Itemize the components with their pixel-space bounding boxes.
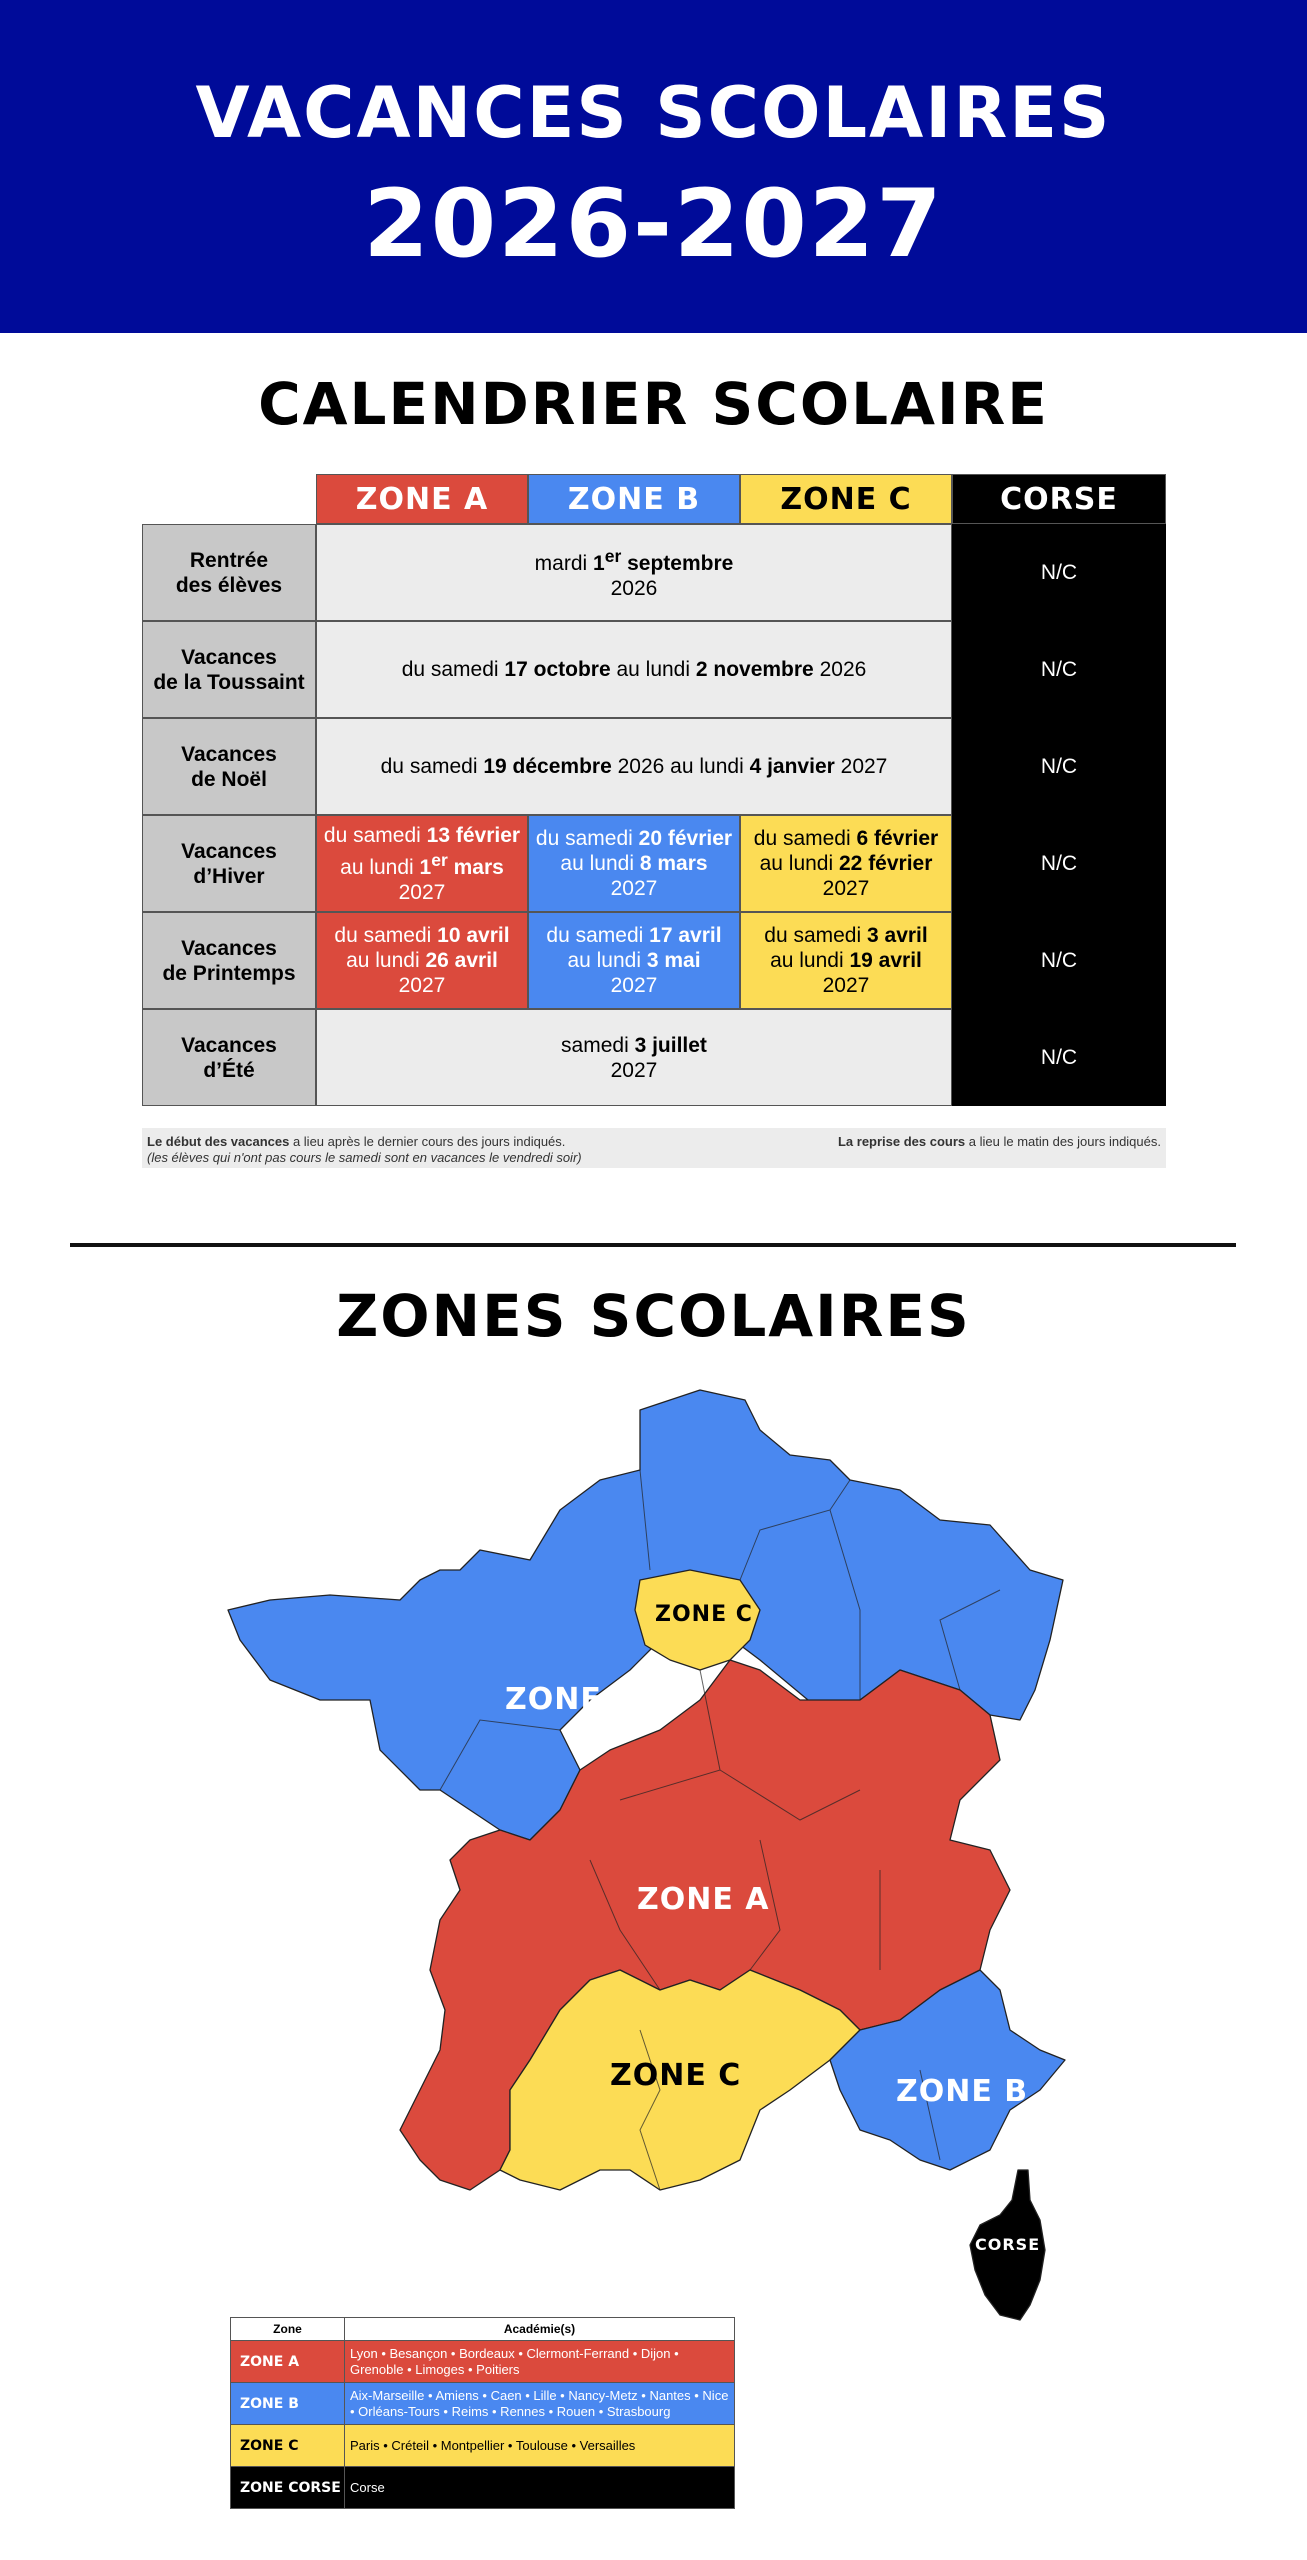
corse-toussaint: N/C: [952, 621, 1166, 718]
header-zone-a: ZONE A: [316, 474, 528, 524]
calendar-table: [142, 474, 1166, 1106]
hiver-zone-b: du samedi 20 février au lundi 8 mars 2027: [528, 815, 740, 912]
legend-head-zone: Zone: [231, 2318, 345, 2340]
corse-hiver: N/C: [952, 815, 1166, 912]
map-label-zone-a: ZONE A: [637, 1882, 770, 1917]
academies-legend: [230, 2317, 735, 2509]
corse-ete: N/C: [952, 1009, 1166, 1106]
zones-title: ZONES SCOLAIRES: [336, 1282, 971, 1350]
calendar-title: CALENDRIER SCOLAIRE: [258, 370, 1049, 438]
table-row: [142, 815, 1166, 912]
map-label-zone-b-west: ZONE B: [505, 1682, 638, 1717]
legend-zone-label: ZONE B: [231, 2383, 345, 2424]
row-label-rentree: Rentrée des élèves: [142, 524, 316, 621]
legend-zone-label: ZONE CORSE: [231, 2467, 345, 2508]
corse-printemps: N/C: [952, 912, 1166, 1009]
row-label-printemps: Vacances de Printemps: [142, 912, 316, 1009]
row-label-hiver: Vacances d’Hiver: [142, 815, 316, 912]
note-right: La reprise des cours a lieu le matin des jours indiqués.: [837, 1134, 1161, 1149]
page-year: 2026-2027: [363, 170, 944, 279]
legend-academies: Corse: [350, 2479, 385, 2495]
printemps-zone-c: du samedi 3 avril au lundi 19 avril 2027: [740, 912, 952, 1009]
header-blank-cell: [142, 474, 316, 524]
corse-noel: N/C: [952, 718, 1166, 815]
calendar-note: [142, 1128, 1166, 1168]
map-label-zone-c-paris: ZONE C: [655, 1602, 753, 1627]
legend-academies: Aix-Marseille • Amiens • Caen • Lille • Nancy-Metz • Nantes • Nice • Orléans-Tours • Reims • Rennes • Rouen • Strasbourg: [350, 2387, 729, 2419]
table-row: [142, 621, 1166, 718]
ete-all-zones: samedi 3 juillet 2027: [316, 1009, 952, 1106]
header-corse: CORSE: [952, 474, 1166, 524]
toussaint-all-zones: du samedi 17 octobre au lundi 2 novembre 2026: [316, 621, 952, 718]
map-label-corse: CORSE: [975, 2235, 1041, 2254]
legend-zone-label: ZONE A: [231, 2341, 345, 2382]
hiver-zone-a: du samedi 13 février au lundi 1er mars 2027: [316, 815, 528, 912]
legend-row-zone-b: [231, 2382, 734, 2424]
table-row: [142, 912, 1166, 1009]
map-label-zone-b-southeast: ZONE B: [896, 2074, 1029, 2109]
table-row: [142, 524, 1166, 621]
legend-head-academies: Académie(s): [503, 2322, 576, 2336]
legend-academies: Paris • Créteil • Montpellier • Toulouse • Versailles: [350, 2437, 636, 2453]
legend-header-row: [231, 2318, 734, 2340]
legend-zone-label: ZONE C: [231, 2425, 345, 2466]
legend-row-zone-c: [231, 2424, 734, 2466]
row-label-ete: Vacances d’Été: [142, 1009, 316, 1106]
rentree-all-zones: mardi 1er septembre 2026: [316, 524, 952, 621]
printemps-zone-b: du samedi 17 avril au lundi 3 mai 2027: [528, 912, 740, 1009]
printemps-zone-a: du samedi 10 avril au lundi 26 avril 2027: [316, 912, 528, 1009]
header-zone-c: ZONE C: [740, 474, 952, 524]
noel-all-zones: du samedi 19 décembre 2026 au lundi 4 janvier 2027: [316, 718, 952, 815]
section-divider: [70, 1243, 1236, 1247]
table-row: [142, 718, 1166, 815]
table-row: [142, 1009, 1166, 1106]
map-label-zone-c-south: ZONE C: [610, 2058, 742, 2093]
legend-academies: Lyon • Besançon • Bordeaux • Clermont-Ferrand • Dijon • Grenoble • Limoges • Poitiers: [350, 2345, 679, 2377]
note-left: Le début des vacances a lieu après le dernier cours des jours indiqués. (les élèves qui n'ont pas cours le samedi sont en vacances le vendredi soir): [147, 1134, 582, 1165]
france-zones-map: [0, 1370, 1307, 2340]
header-zone-b: ZONE B: [528, 474, 740, 524]
page-title: VACANCES SCOLAIRES: [195, 72, 1112, 154]
corse-rentree: N/C: [952, 524, 1166, 621]
legend-row-zone-a: [231, 2340, 734, 2382]
hiver-zone-c: du samedi 6 février au lundi 22 février 2027: [740, 815, 952, 912]
header-banner: [0, 0, 1307, 333]
legend-row-corse: [231, 2466, 734, 2508]
row-label-toussaint: Vacances de la Toussaint: [142, 621, 316, 718]
calendar-header-row: [142, 474, 1166, 524]
row-label-noel: Vacances de Noël: [142, 718, 316, 815]
